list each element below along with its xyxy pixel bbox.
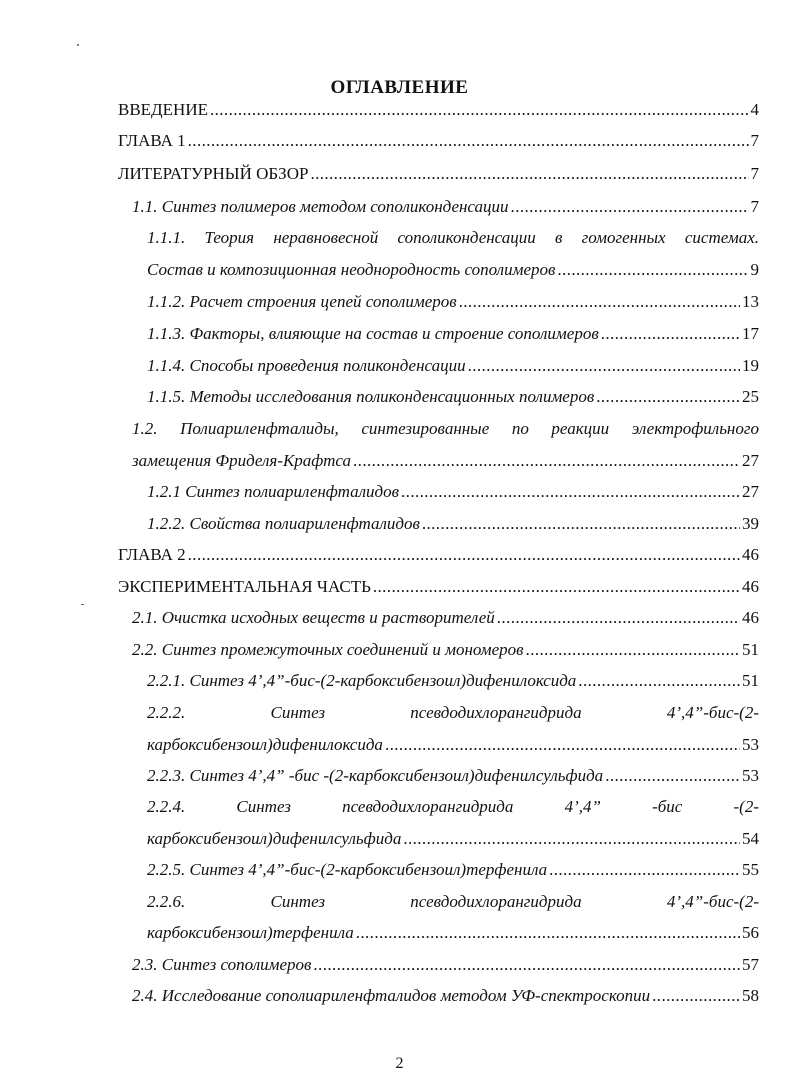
toc-leader-dots — [403, 829, 740, 849]
toc-entry[interactable] — [147, 260, 759, 280]
toc-entry[interactable] — [118, 577, 759, 597]
toc-entry[interactable] — [147, 324, 759, 344]
toc-leader-dots — [310, 164, 748, 184]
toc-entry[interactable] — [132, 197, 759, 217]
toc-page-number: 4 — [750, 100, 759, 119]
toc-entry-label: замещения Фриделя-Крафтса — [132, 451, 352, 470]
toc-leader-dots — [356, 923, 740, 943]
toc-leader-dots — [557, 260, 748, 280]
toc-page-number: 51 — [742, 671, 759, 690]
toc-leader-dots — [313, 955, 740, 975]
toc-entry-label: 2.2.5. Синтез 4’,4”-бис-(2-карбоксибензоил)терфенила — [147, 860, 548, 879]
toc-leader-dots — [188, 545, 740, 565]
toc-entry-label: 2.4. Исследование сополиариленфталидов методом УФ-спектроскопии — [132, 986, 651, 1005]
toc-entry-label: 1.1.3. Факторы, влияющие на состав и строение сополимеров — [147, 324, 599, 343]
toc-entry-label: ГЛАВА 1 — [118, 131, 186, 150]
toc-entry-label: ЛИТЕРАТУРНЫЙ ОБЗОР — [118, 164, 309, 183]
toc-page-number: 53 — [742, 735, 759, 754]
toc-page-number: 51 — [742, 640, 759, 659]
toc-entry-label: карбоксибензоил)терфенила — [147, 923, 354, 942]
toc-leader-dots — [468, 356, 740, 376]
toc-leader-dots — [188, 131, 749, 151]
toc-leader-dots — [459, 292, 740, 312]
toc-entry-line: 2.2.6. Синтез псевдодихлорангидрида 4’,4”-бис-(2- — [147, 892, 759, 911]
toc-entry-label: Состав и композиционная неоднородность сополимеров — [147, 260, 556, 279]
toc-entry-label: 2.2.1. Синтез 4’,4”-бис-(2-карбоксибензоил)дифенилоксида — [147, 671, 577, 690]
toc-entry[interactable] — [147, 923, 759, 943]
toc-entry[interactable] — [147, 860, 759, 880]
toc-entry-label: карбоксибензоил)дифенилсульфида — [147, 829, 402, 848]
toc-entry[interactable] — [147, 292, 759, 312]
toc-entry[interactable] — [147, 766, 759, 786]
toc-page-number: 39 — [742, 514, 759, 533]
toc-page-number: 57 — [742, 955, 759, 974]
toc-page-number: 27 — [742, 482, 759, 501]
toc-entry[interactable] — [147, 829, 759, 849]
toc-entry-label: ГЛАВА 2 — [118, 545, 186, 564]
toc-entry[interactable] — [118, 164, 759, 184]
toc-page-number: 27 — [742, 451, 759, 470]
toc-entry-label: 1.1.5. Методы исследования поликонденсационных полимеров — [147, 387, 595, 406]
toc-entry[interactable] — [118, 131, 759, 151]
toc-page-number: 9 — [750, 260, 759, 279]
toc-entry[interactable] — [147, 387, 759, 407]
toc-page-number: 7 — [750, 131, 759, 150]
toc-entry-line: 2.2.4. Синтез псевдодихлорангидрида 4’,4” -бис -(2- — [147, 797, 759, 816]
toc-page-number: 13 — [742, 292, 759, 311]
toc-leader-dots — [652, 986, 740, 1006]
toc-page-number: 56 — [742, 923, 759, 942]
toc-entry-label: 2.3. Синтез сополимеров — [132, 955, 312, 974]
toc-page-number: 53 — [742, 766, 759, 785]
toc-entry-label: 2.1. Очистка исходных веществ и растворителей — [132, 608, 495, 627]
toc-entry-label: 1.2.2. Свойства полиариленфталидов — [147, 514, 420, 533]
toc-page-number: 7 — [750, 197, 759, 216]
toc-entry-label: 1.1.2. Расчет строения цепей сополимеров — [147, 292, 457, 311]
toc-page-number: 17 — [742, 324, 759, 343]
toc-entry[interactable] — [132, 451, 759, 471]
toc-page-number: 55 — [742, 860, 759, 879]
toc-leader-dots — [511, 197, 749, 217]
toc-entry[interactable] — [147, 514, 759, 534]
toc-entry[interactable] — [118, 100, 759, 120]
toc-page-number: 46 — [742, 545, 759, 564]
toc-leader-dots — [401, 482, 740, 502]
toc-entry-label: карбоксибензоил)дифенилоксида — [147, 735, 383, 754]
toc-entry-label: 1.2.1 Синтез полиариленфталидов — [147, 482, 400, 501]
toc-page-number: 58 — [742, 986, 759, 1005]
toc-leader-dots — [526, 640, 740, 660]
toc-entry[interactable] — [147, 482, 759, 502]
toc-leader-dots — [497, 608, 740, 628]
toc-entry-line: 1.1.1. Теория неравновесной сополиконденсации в гомогенных системах. — [147, 228, 759, 247]
toc-page-number: 46 — [742, 577, 759, 596]
toc-entry[interactable] — [132, 608, 759, 628]
toc-leader-dots — [601, 324, 740, 344]
page-number: 2 — [395, 1055, 404, 1072]
toc-leader-dots — [422, 514, 740, 534]
toc-entry[interactable] — [147, 356, 759, 376]
toc-entry-label: ЭКСПЕРИМЕНТАЛЬНАЯ ЧАСТЬ — [118, 577, 371, 596]
toc-leader-dots — [210, 100, 749, 120]
scan-speck — [77, 44, 79, 46]
toc-leader-dots — [549, 860, 740, 880]
toc-entry[interactable] — [132, 986, 759, 1006]
toc-entry-label: ВВЕДЕНИЕ — [118, 100, 208, 119]
toc-entry-label: 2.2.3. Синтез 4’,4” -бис -(2-карбоксибензоил)дифенилсульфида — [147, 766, 604, 785]
toc-leader-dots — [578, 671, 740, 691]
toc-page-number: 7 — [750, 164, 759, 183]
toc-leader-dots — [385, 735, 740, 755]
toc-entry-label: 1.1.4. Способы проведения поликонденсации — [147, 356, 466, 375]
page-title: ОГЛАВЛЕНИЕ — [330, 77, 469, 98]
toc-entry[interactable] — [147, 671, 759, 691]
toc-entry[interactable] — [132, 955, 759, 975]
toc-leader-dots — [605, 766, 740, 786]
toc-entry-label: 1.1. Синтез полимеров методом сополиконденсации — [132, 197, 509, 216]
toc-page-number: 19 — [742, 356, 759, 375]
toc-leader-dots — [353, 451, 740, 471]
toc-page-number: 46 — [742, 608, 759, 627]
toc-entry[interactable] — [147, 735, 759, 755]
toc-leader-dots — [596, 387, 740, 407]
toc-page-number: 25 — [742, 387, 759, 406]
toc-entry-line: 2.2.2. Синтез псевдодихлорангидрида 4’,4”-бис-(2- — [147, 703, 759, 722]
toc-entry-label: 2.2. Синтез промежуточных соединений и мономеров — [132, 640, 524, 659]
toc-entry[interactable] — [132, 640, 759, 660]
scan-speck — [81, 604, 84, 605]
toc-entry-line: 1.2. Полиариленфталиды, синтезированные по реакции электрофильного — [132, 419, 759, 438]
toc-leader-dots — [373, 577, 740, 597]
toc-entry[interactable] — [118, 545, 759, 565]
toc-page-number: 54 — [742, 829, 759, 848]
